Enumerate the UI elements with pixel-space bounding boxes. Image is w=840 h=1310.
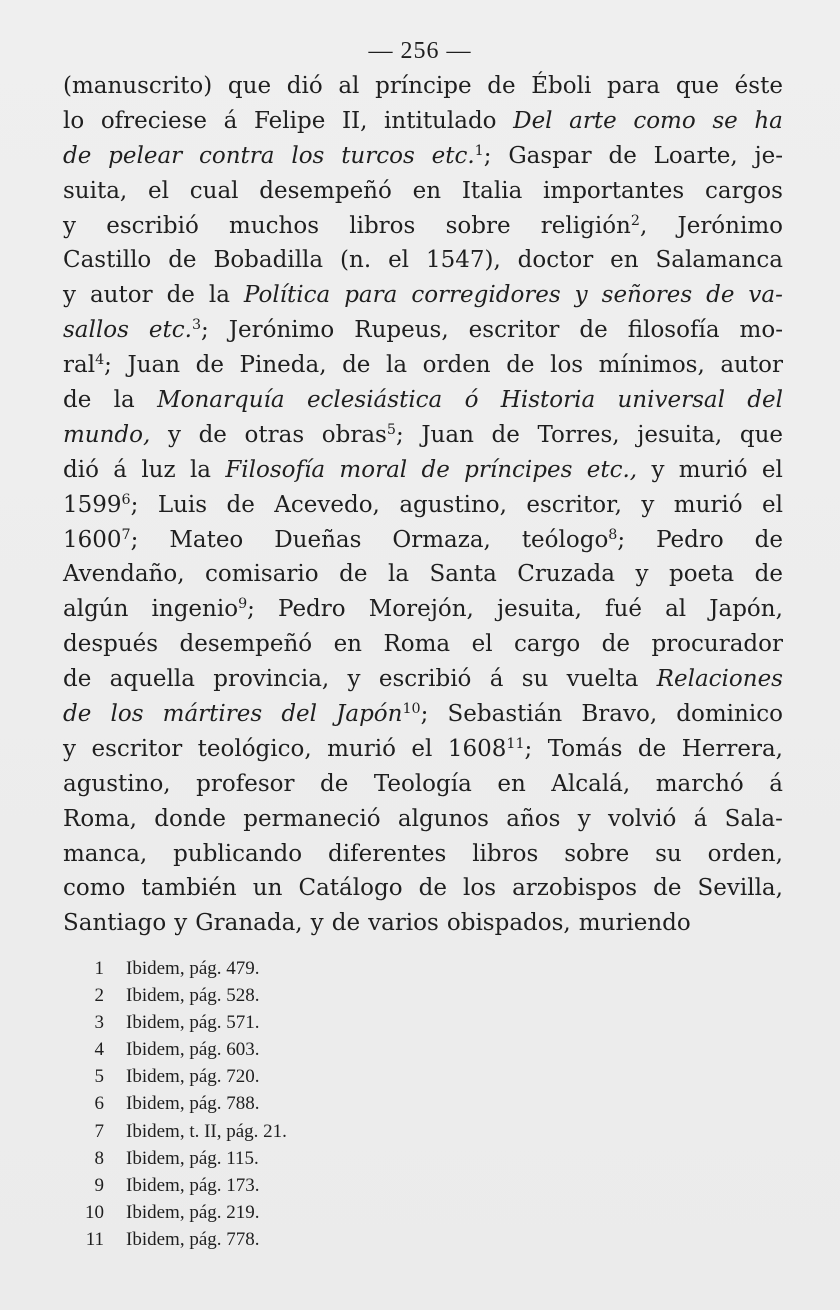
word: escribió [378,666,472,693]
text-line [63,701,783,736]
footnote-marker: 11 [506,736,525,753]
word: y [174,910,188,937]
word: jesuita, [637,421,723,448]
word: un [252,875,283,902]
word: también [141,875,237,902]
word: libros [349,212,416,239]
word: universal [617,387,725,414]
text-line [63,422,783,457]
word: y [641,491,655,518]
footnote-number: 4 [94,1039,104,1061]
footnote [78,1229,287,1256]
footnote [78,1093,287,1120]
word: de [63,666,92,693]
word: Ormaza, [392,526,491,553]
word: Éboli [531,73,592,99]
word: de [706,282,735,309]
word: como [63,875,126,902]
word: á [769,770,783,797]
footnote-text: Ibidem, pág. 603. [126,1039,260,1061]
footnote-number: 1 [94,958,104,979]
word: volvió [607,805,677,832]
footnote-number: 9 [94,1174,104,1196]
word: y [167,421,181,448]
text-line [63,213,783,248]
word: Jerónimo [228,317,335,344]
word: de [63,387,92,414]
word: á [489,666,504,693]
text-line [63,387,783,422]
word: del [281,701,318,728]
word: Sebastián [447,701,563,728]
word: la [387,561,410,588]
word: Tomás [547,735,623,762]
word: luz [141,456,176,483]
footnote-number: 2 [94,985,104,1007]
word: los [291,142,325,169]
word: la [208,282,230,309]
word: cargo [514,631,581,658]
word: Castillo [63,247,152,274]
word: comisario [205,561,319,588]
word: en [412,177,442,204]
word: intitulado [384,107,497,134]
word: y [310,910,324,937]
word: pelear [108,142,183,169]
word: procurador [651,631,783,658]
word: escribió [106,212,199,239]
word: príncipes [464,456,573,483]
word: de [491,421,520,448]
word: muriendo [578,910,691,937]
word: de [226,491,255,518]
word: eclesiástica [306,387,443,414]
word: Mateo [169,526,244,553]
word: Monarquía [157,387,285,414]
word: de [195,352,224,379]
word: Torres, [537,421,620,448]
word: de [608,142,637,169]
text-line [63,527,783,562]
word: de [168,247,197,274]
word: Pedro [656,526,724,553]
word: provincia, [213,666,330,693]
text-line [63,561,783,596]
word: de [506,352,535,379]
word: (manuscrito) [63,73,213,99]
word: de [637,735,667,762]
word: años [506,805,561,832]
word: etc.$^3$; [148,317,209,344]
word: dió [286,73,323,99]
word: sallos [63,317,129,344]
word: Bravo, [581,701,658,728]
word: contra [199,142,275,169]
text-line [63,247,783,282]
text-line [63,317,783,352]
word: como [633,107,696,134]
word: Catálogo [298,875,403,902]
word: varios [368,910,439,937]
word: turcos [341,142,415,169]
word: de [754,561,783,588]
footnote-number: 5 [94,1066,104,1088]
word: Herrera, [681,735,783,762]
word: y [635,561,649,588]
text-line [63,875,783,910]
word: Acevedo, [274,491,380,518]
word: otras [244,421,305,448]
word: Juan [421,421,474,448]
body-text [63,73,783,945]
word: el [761,456,783,483]
word: Gaspar [508,142,592,169]
word: donde [154,805,226,832]
word: orden, [707,840,783,867]
text-line [63,143,783,178]
word: escritor [468,317,560,344]
footnote-text: Ibidem, pág. 571. [126,1012,260,1034]
word: ingenio$^9$; [151,596,255,623]
word: y [651,456,665,483]
word: á [113,456,127,483]
word: Sevilla, [697,875,783,902]
word: algún [63,596,129,623]
word: manca, [63,840,148,867]
word: para [607,73,661,99]
word: en [333,631,362,658]
word: los [110,701,144,728]
word: á [223,107,238,134]
word: ó [464,387,479,414]
word: los [550,352,584,379]
footnote-number: 10 [85,1201,104,1223]
word: autor [720,352,783,379]
word: libros [472,840,539,867]
word: el [148,177,169,204]
word: príncipe [375,73,472,99]
word: al [665,596,687,623]
footnote-text: Ibidem, pág. 778. [126,1228,260,1250]
word: agustino, [63,770,171,797]
word: la [189,456,212,483]
word: filosofía [627,317,720,344]
word: arte [569,107,617,134]
word: dominico [676,701,783,728]
text-line [63,73,783,108]
word: 1599$^6$; [63,491,139,518]
footnote-marker: 8 [608,526,618,543]
word: señores [601,282,693,309]
footnote-marker: 7 [121,526,131,543]
word: autor [89,282,153,309]
word: para [344,282,398,309]
text-line [63,841,783,876]
word: Pedro [278,596,346,623]
text-line [63,282,783,317]
word: al [338,73,360,99]
word: 1608$^{11}$; [447,735,533,762]
word: Loarte, [653,142,738,169]
text-line [63,178,783,213]
word: Política [243,282,331,309]
footnote-text: Ibidem, pág. 720. [126,1066,260,1088]
footnotes [78,958,287,1256]
word: la [113,387,135,414]
text-line [63,457,783,492]
footnote-text: Ibidem, pág. 528. [126,985,260,1007]
word: algunos [397,805,489,832]
word: el [411,735,433,762]
footnote-marker: 10 [402,701,421,718]
word: murió [327,735,396,762]
footnote-text: Ibidem, pág. 479. [126,958,260,979]
word: y [63,212,76,239]
word: Sala- [724,805,783,832]
word: Bobadilla [213,247,324,274]
word: permaneció [243,805,381,832]
word: Jerónimo [677,212,783,239]
word: Alcalá, [551,770,631,797]
footnote-text: Ibidem, pág. 115. [126,1147,259,1169]
word: moral [339,456,408,483]
footnote-marker: 2 [630,212,640,229]
word: en [610,247,639,274]
word: cual [189,177,239,204]
footnote-text: Ibidem, t. II, pág. 21. [126,1120,287,1142]
word: Japón$^{10}$; [336,701,429,728]
word: desempeñó [179,631,313,658]
word: poeta [668,561,735,588]
footnote-number: 11 [85,1228,104,1250]
word: de [63,142,92,169]
word: de [653,875,682,902]
word: sobre [445,212,511,239]
footnote [78,1148,287,1175]
word: de [166,282,195,309]
page-number: — 256 — [368,38,472,64]
word: muchos [229,212,320,239]
word: corregidores [411,282,561,309]
footnote-marker: 9 [238,596,248,613]
word: Del [513,107,553,134]
word: y [347,666,361,693]
footnote-marker: 6 [121,491,131,508]
word: Dueñas [274,526,362,553]
word: que [227,73,272,99]
word: sobre [564,840,630,867]
word: Japón, [709,596,783,623]
word: de [319,770,349,797]
text-line [63,806,783,841]
word: Roma [383,631,451,658]
footnote-number: 7 [94,1120,104,1142]
word: Roma, [63,805,137,832]
word: del [747,387,783,414]
word: mundo, [63,421,151,448]
word: escritor [91,735,183,762]
word: vuelta [566,666,639,693]
word: Luis [157,491,208,518]
text-line [63,666,783,701]
word: Salamanca [655,247,783,274]
footnote [78,1175,287,1202]
word: etc.$^1$; [431,142,492,169]
word: después [63,631,159,658]
word: lo [63,107,85,134]
footnote [78,985,287,1012]
word: se [712,107,738,134]
word: Filosofía [225,456,326,483]
footnote [78,958,287,985]
footnote-number: 6 [94,1093,104,1115]
word: de [579,317,608,344]
word: de [421,456,450,483]
word: y [577,805,591,832]
word: teólogo$^8$; [521,526,626,553]
word: Historia [500,387,596,414]
word: Cruzada [517,561,615,588]
word: Avendaño, [63,561,185,588]
word: ofreciese [100,107,208,134]
word: je- [754,142,783,169]
footnote-marker: 1 [474,142,484,159]
text-line [63,736,783,771]
word: orden [422,352,491,379]
word: ral$^4$; [63,352,112,379]
word: murió [673,491,743,518]
word: diferentes [328,840,447,867]
word: que [675,73,719,99]
word: Morejón, [368,596,474,623]
word: ha [754,107,783,134]
word: suita, [63,177,128,204]
word: (n. [340,247,372,274]
word: mínimos, [598,352,705,379]
text-line [63,910,783,945]
word: de [487,73,516,99]
word: los [463,875,497,902]
word: Teología [373,770,472,797]
word: la [385,352,408,379]
word: cargos [704,177,783,204]
word: de [342,352,371,379]
word: II, [341,107,368,134]
footnote-text: Ibidem, pág. 173. [126,1174,260,1196]
text-line [63,492,783,527]
word: mártires [162,701,263,728]
word: éste [734,73,783,99]
word: escritor, [526,491,622,518]
word: etc., [586,456,638,483]
text-line [63,771,783,806]
text-line [63,631,783,666]
word: aquella [109,666,195,693]
word: de [63,701,92,728]
footnote-number: 3 [94,1012,104,1034]
word: Pineda, [239,352,327,379]
word: de [331,910,361,937]
text-line [63,108,783,143]
footnote [78,1121,287,1148]
word: mo- [739,317,783,344]
word: el [471,631,493,658]
footnote [78,1039,287,1066]
word: á [693,805,708,832]
word: de [339,561,368,588]
word: Felipe [253,107,326,134]
word: 1600$^7$; [63,526,139,553]
word: y [63,735,76,762]
word: Relaciones [656,666,783,693]
footnote-number: 8 [94,1147,104,1169]
word: Rupeus, [354,317,449,344]
word: Granada, [195,910,303,937]
footnote-marker: 4 [95,352,105,369]
word: jesuita, [496,596,582,623]
word: que [739,421,783,448]
word: de [754,526,783,553]
footnote-marker: 5 [386,422,396,439]
word: Juan [127,352,181,379]
word: marchó [655,770,744,797]
footnote [78,1012,287,1039]
footnote-text: Ibidem, pág. 788. [126,1093,260,1115]
word: doctor [517,247,594,274]
word: de [418,875,447,902]
text-line [63,352,783,387]
word: de [601,631,630,658]
word: va- [748,282,783,309]
word: en [497,770,526,797]
word: agustino, [399,491,507,518]
footnote [78,1202,287,1229]
word: arzobispos [512,875,638,902]
word: desempeñó [259,177,392,204]
word: y [63,282,76,309]
text-line [63,596,783,631]
footnote-text: Ibidem, pág. 219. [126,1201,260,1223]
word: y [574,282,588,309]
word: profesor [196,770,295,797]
footnote [78,1066,287,1093]
word: obispados, [446,910,571,937]
word: Santiago [63,910,167,937]
word: importantes [543,177,685,204]
word: dió [63,456,99,483]
word: de [198,421,227,448]
word: obras$^5$; [321,421,404,448]
word: el [762,491,783,518]
word: el [388,247,410,274]
word: 1547), [425,247,501,274]
word: su [521,666,549,693]
word: fué [605,596,642,623]
word: murió [678,456,748,483]
word: su [655,840,682,867]
word: religión$^2$, [540,212,648,239]
word: Italia [461,177,523,204]
word: teológico, [197,735,312,762]
word: Santa [429,561,497,588]
word: publicando [173,840,303,867]
footnote-marker: 3 [191,317,202,334]
